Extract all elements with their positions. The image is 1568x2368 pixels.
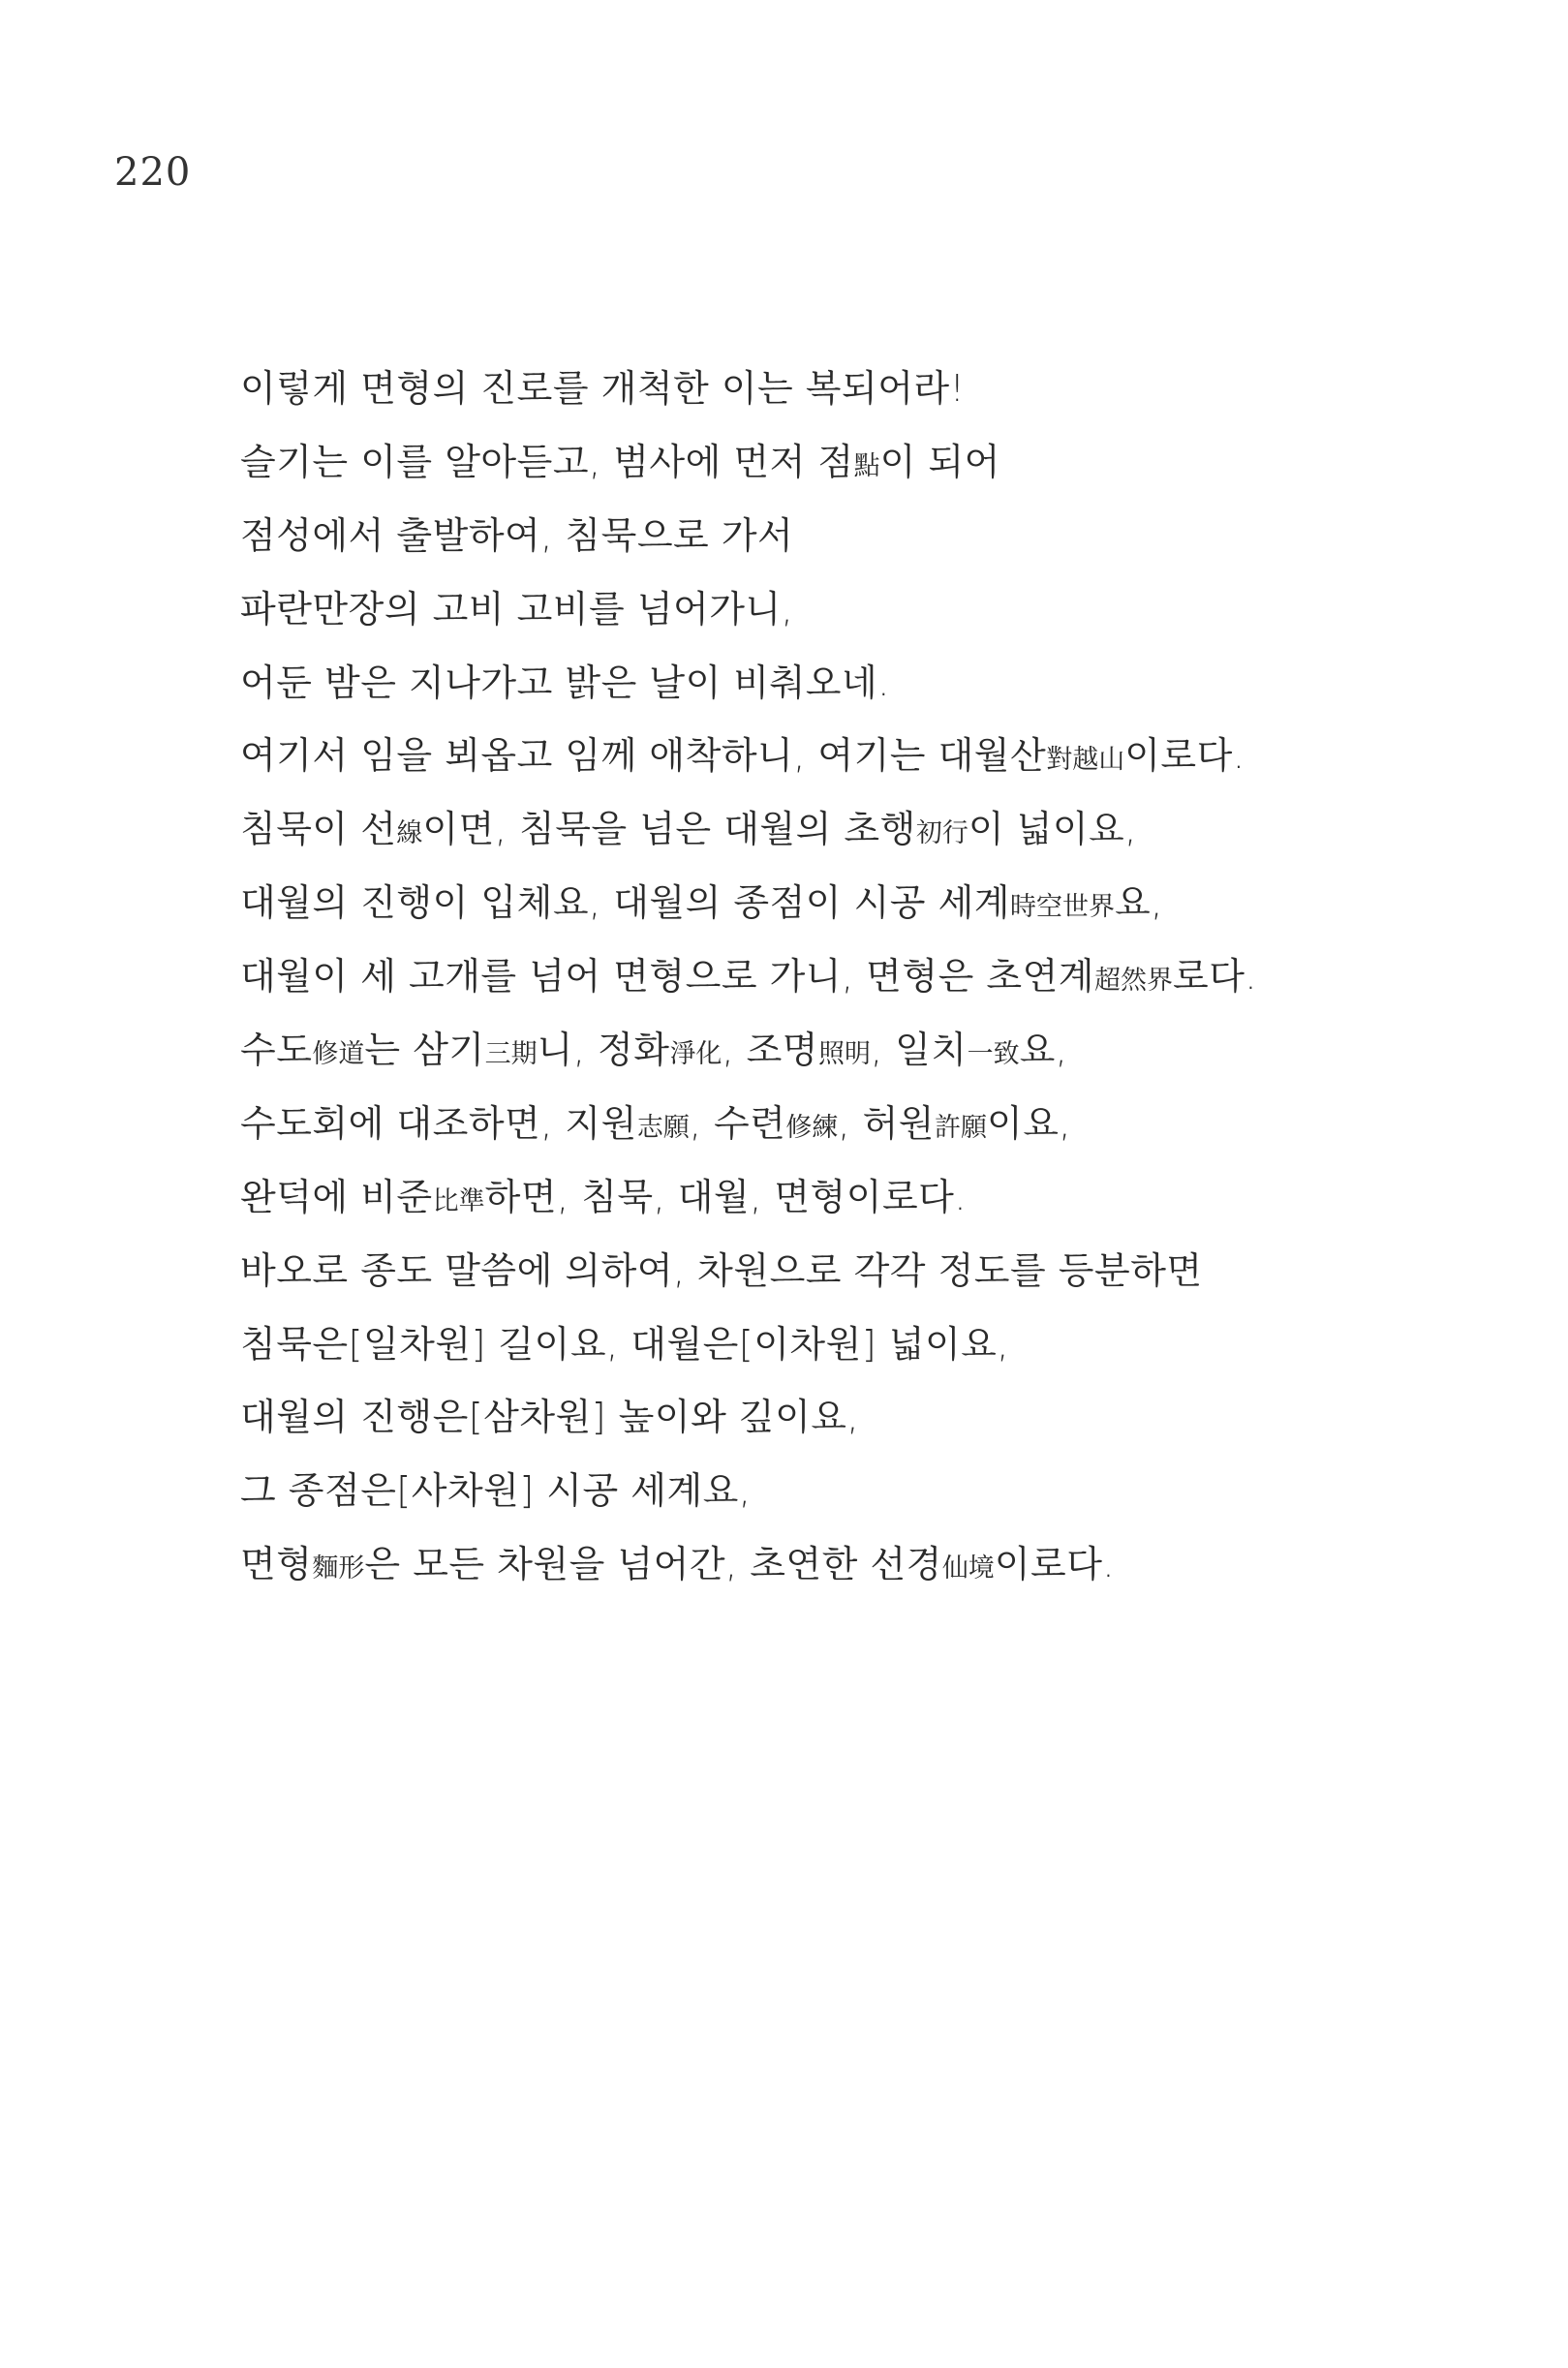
poem-text: 그 종점은[사차원] 시공 세계요, xyxy=(240,1469,752,1513)
page-number: 220 xyxy=(114,150,192,195)
hanja-annotation: 修練 xyxy=(785,1112,839,1143)
poem-text: 면형 xyxy=(240,1543,313,1586)
poem-text: 대월의 진행이 입체요, 대월의 종점이 시공 세계 xyxy=(240,881,1011,925)
poem-text: , 조명 xyxy=(722,1029,819,1072)
hanja-annotation: 照明 xyxy=(818,1039,872,1070)
poem-text: 이렇게 면형의 진로를 개척한 이는 복되어라! xyxy=(240,367,966,410)
poem-line xyxy=(240,500,1519,573)
poem-text: 이요, xyxy=(986,1101,1071,1145)
poem-text: 파란만장의 고비 고비를 넘어가니, xyxy=(240,587,794,630)
hanja-annotation: 比準 xyxy=(432,1185,485,1216)
poem-text: 바오로 종도 말씀에 의하여, 차원으로 각각 정도를 등분하면 xyxy=(240,1248,1203,1292)
poem-text: 대월이 세 고개를 넘어 면형으로 가니, 면형은 초연계 xyxy=(240,955,1095,999)
poem-text: 완덕에 비준 xyxy=(240,1175,433,1218)
poem-line xyxy=(240,1381,1519,1455)
poem-text: 슬기는 이를 알아듣고, 범사에 먼저 점 xyxy=(240,440,854,483)
hanja-annotation: 志願 xyxy=(636,1112,690,1143)
poem-line xyxy=(240,793,1519,867)
poem-line xyxy=(240,353,1519,426)
poem-text: , 수련 xyxy=(689,1101,786,1145)
poem-line xyxy=(240,1528,1519,1602)
poem-text: 이 되어 xyxy=(879,440,1000,483)
poem-text: 니, 정화 xyxy=(537,1029,670,1072)
poem-line xyxy=(240,1235,1519,1308)
hanja-annotation: 三期 xyxy=(484,1039,538,1070)
poem-line xyxy=(240,647,1519,721)
hanja-annotation: 初行 xyxy=(915,818,968,849)
poem-line xyxy=(240,1161,1519,1235)
poem-body xyxy=(240,353,1519,1602)
poem-text: , 일치 xyxy=(871,1029,968,1072)
poem-text: 이면, 침묵을 넘은 대월의 초행 xyxy=(422,808,916,851)
hanja-annotation: 超然界 xyxy=(1094,966,1174,997)
poem-line xyxy=(240,1014,1519,1088)
poem-text: 어둔 밤은 지나가고 밝은 날이 비춰오네. xyxy=(240,661,890,704)
poem-line xyxy=(240,720,1519,793)
hanja-annotation: 修道 xyxy=(312,1039,365,1070)
poem-line xyxy=(240,1455,1519,1528)
poem-line xyxy=(240,1308,1519,1382)
poem-line xyxy=(240,867,1519,940)
hanja-annotation: 淨化 xyxy=(669,1039,723,1070)
poem-text: 는 삼기 xyxy=(364,1029,485,1072)
hanja-annotation: 點 xyxy=(853,450,880,481)
hanja-annotation: 線 xyxy=(396,818,423,849)
poem-text: 이 넓이요, xyxy=(968,808,1137,851)
poem-text: 대월의 진행은[삼차원] 높이와 깊이요, xyxy=(240,1396,860,1439)
poem-text: 로다. xyxy=(1173,955,1258,999)
poem-line xyxy=(240,573,1519,647)
poem-text: , 허원 xyxy=(838,1101,935,1145)
poem-line xyxy=(240,940,1519,1014)
hanja-annotation: 仙境 xyxy=(941,1553,995,1584)
poem-text: 점성에서 출발하여, 침묵으로 가서 xyxy=(240,513,794,557)
poem-line xyxy=(240,1088,1519,1161)
poem-text: 수도회에 대조하면, 지원 xyxy=(240,1101,637,1145)
hanja-annotation: 時空世界 xyxy=(1010,892,1116,923)
poem-text: 침묵이 선 xyxy=(240,808,397,851)
poem-text: 하면, 침묵, 대월, 면형이로다. xyxy=(484,1175,967,1218)
poem-text: 요, xyxy=(1115,881,1163,925)
poem-text: 요, xyxy=(1019,1029,1068,1072)
poem-text: 침묵은[일차원] 길이요, 대월은[이차원] 넓이요, xyxy=(240,1322,1009,1366)
poem-text: 수도 xyxy=(240,1029,313,1072)
hanja-annotation: 一致 xyxy=(967,1039,1020,1070)
hanja-annotation: 麵形 xyxy=(312,1553,365,1584)
poem-text: 이로다. xyxy=(994,1543,1116,1586)
poem-text: 이로다. xyxy=(1124,734,1245,778)
poem-line xyxy=(240,426,1519,500)
hanja-annotation: 許願 xyxy=(934,1112,987,1143)
hanja-annotation: 對越山 xyxy=(1046,745,1125,776)
poem-text: 은 모든 차원을 넘어간, 초연한 선경 xyxy=(364,1543,942,1586)
poem-text: 여기서 임을 뵈옵고 임께 애착하니, 여기는 대월산 xyxy=(240,734,1047,778)
